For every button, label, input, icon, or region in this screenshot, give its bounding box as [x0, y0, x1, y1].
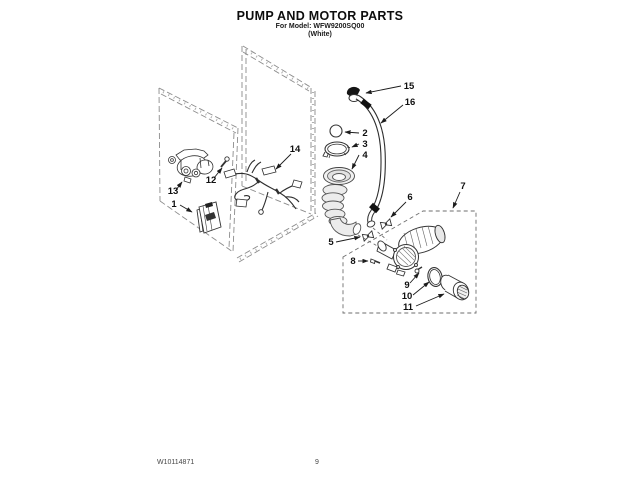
- part-16-drawing: [357, 97, 383, 228]
- leader-10: [413, 282, 429, 295]
- part-6-drawing: [380, 219, 392, 229]
- leader-7: [453, 192, 460, 208]
- leader-16: [381, 105, 403, 123]
- callout-15: 15: [403, 81, 415, 92]
- callout-16: 16: [404, 97, 416, 108]
- part-3-drawing: [323, 142, 350, 158]
- part-12-drawing: [221, 157, 229, 167]
- part-5-drawing: [362, 231, 374, 241]
- part-4-drawing: [322, 168, 362, 237]
- page-title: PUMP AND MOTOR PARTS: [236, 9, 404, 23]
- leader-11: [416, 294, 444, 306]
- leader-15: [366, 86, 401, 93]
- part-9-drawing: [415, 267, 422, 273]
- leader-3: [352, 144, 359, 147]
- callout-1: 1: [171, 199, 177, 210]
- part-11-drawing: [439, 273, 472, 302]
- leader-14: [276, 154, 291, 169]
- callout-9: 9: [404, 280, 410, 291]
- callout-5: 5: [328, 237, 334, 248]
- part-2-drawing: [330, 125, 342, 137]
- callout-13: 13: [167, 186, 179, 197]
- callout-10: 10: [401, 291, 413, 302]
- callout-11: 11: [402, 302, 414, 313]
- leader-5: [336, 237, 360, 242]
- finish-line: (White): [308, 31, 332, 38]
- callout-12: 12: [205, 175, 217, 186]
- leader-1: [180, 205, 192, 212]
- page-number: 9: [315, 459, 319, 466]
- doc-number: W10114871: [157, 459, 195, 466]
- callout-14: 14: [289, 144, 301, 155]
- leader-4: [352, 155, 359, 169]
- callout-4: 4: [362, 150, 368, 161]
- leader-6: [391, 202, 406, 217]
- callout-8: 8: [350, 256, 356, 267]
- leader-9: [410, 273, 419, 283]
- callout-7: 7: [460, 181, 466, 192]
- leader-2: [345, 132, 359, 133]
- callout-3: 3: [362, 139, 368, 150]
- part-8-drawing: [371, 259, 381, 264]
- model-line: For Model: WFW9200SQ00: [275, 23, 365, 30]
- part-1-drawing: [197, 202, 221, 233]
- callout-6: 6: [407, 192, 413, 203]
- callout-2: 2: [362, 128, 368, 139]
